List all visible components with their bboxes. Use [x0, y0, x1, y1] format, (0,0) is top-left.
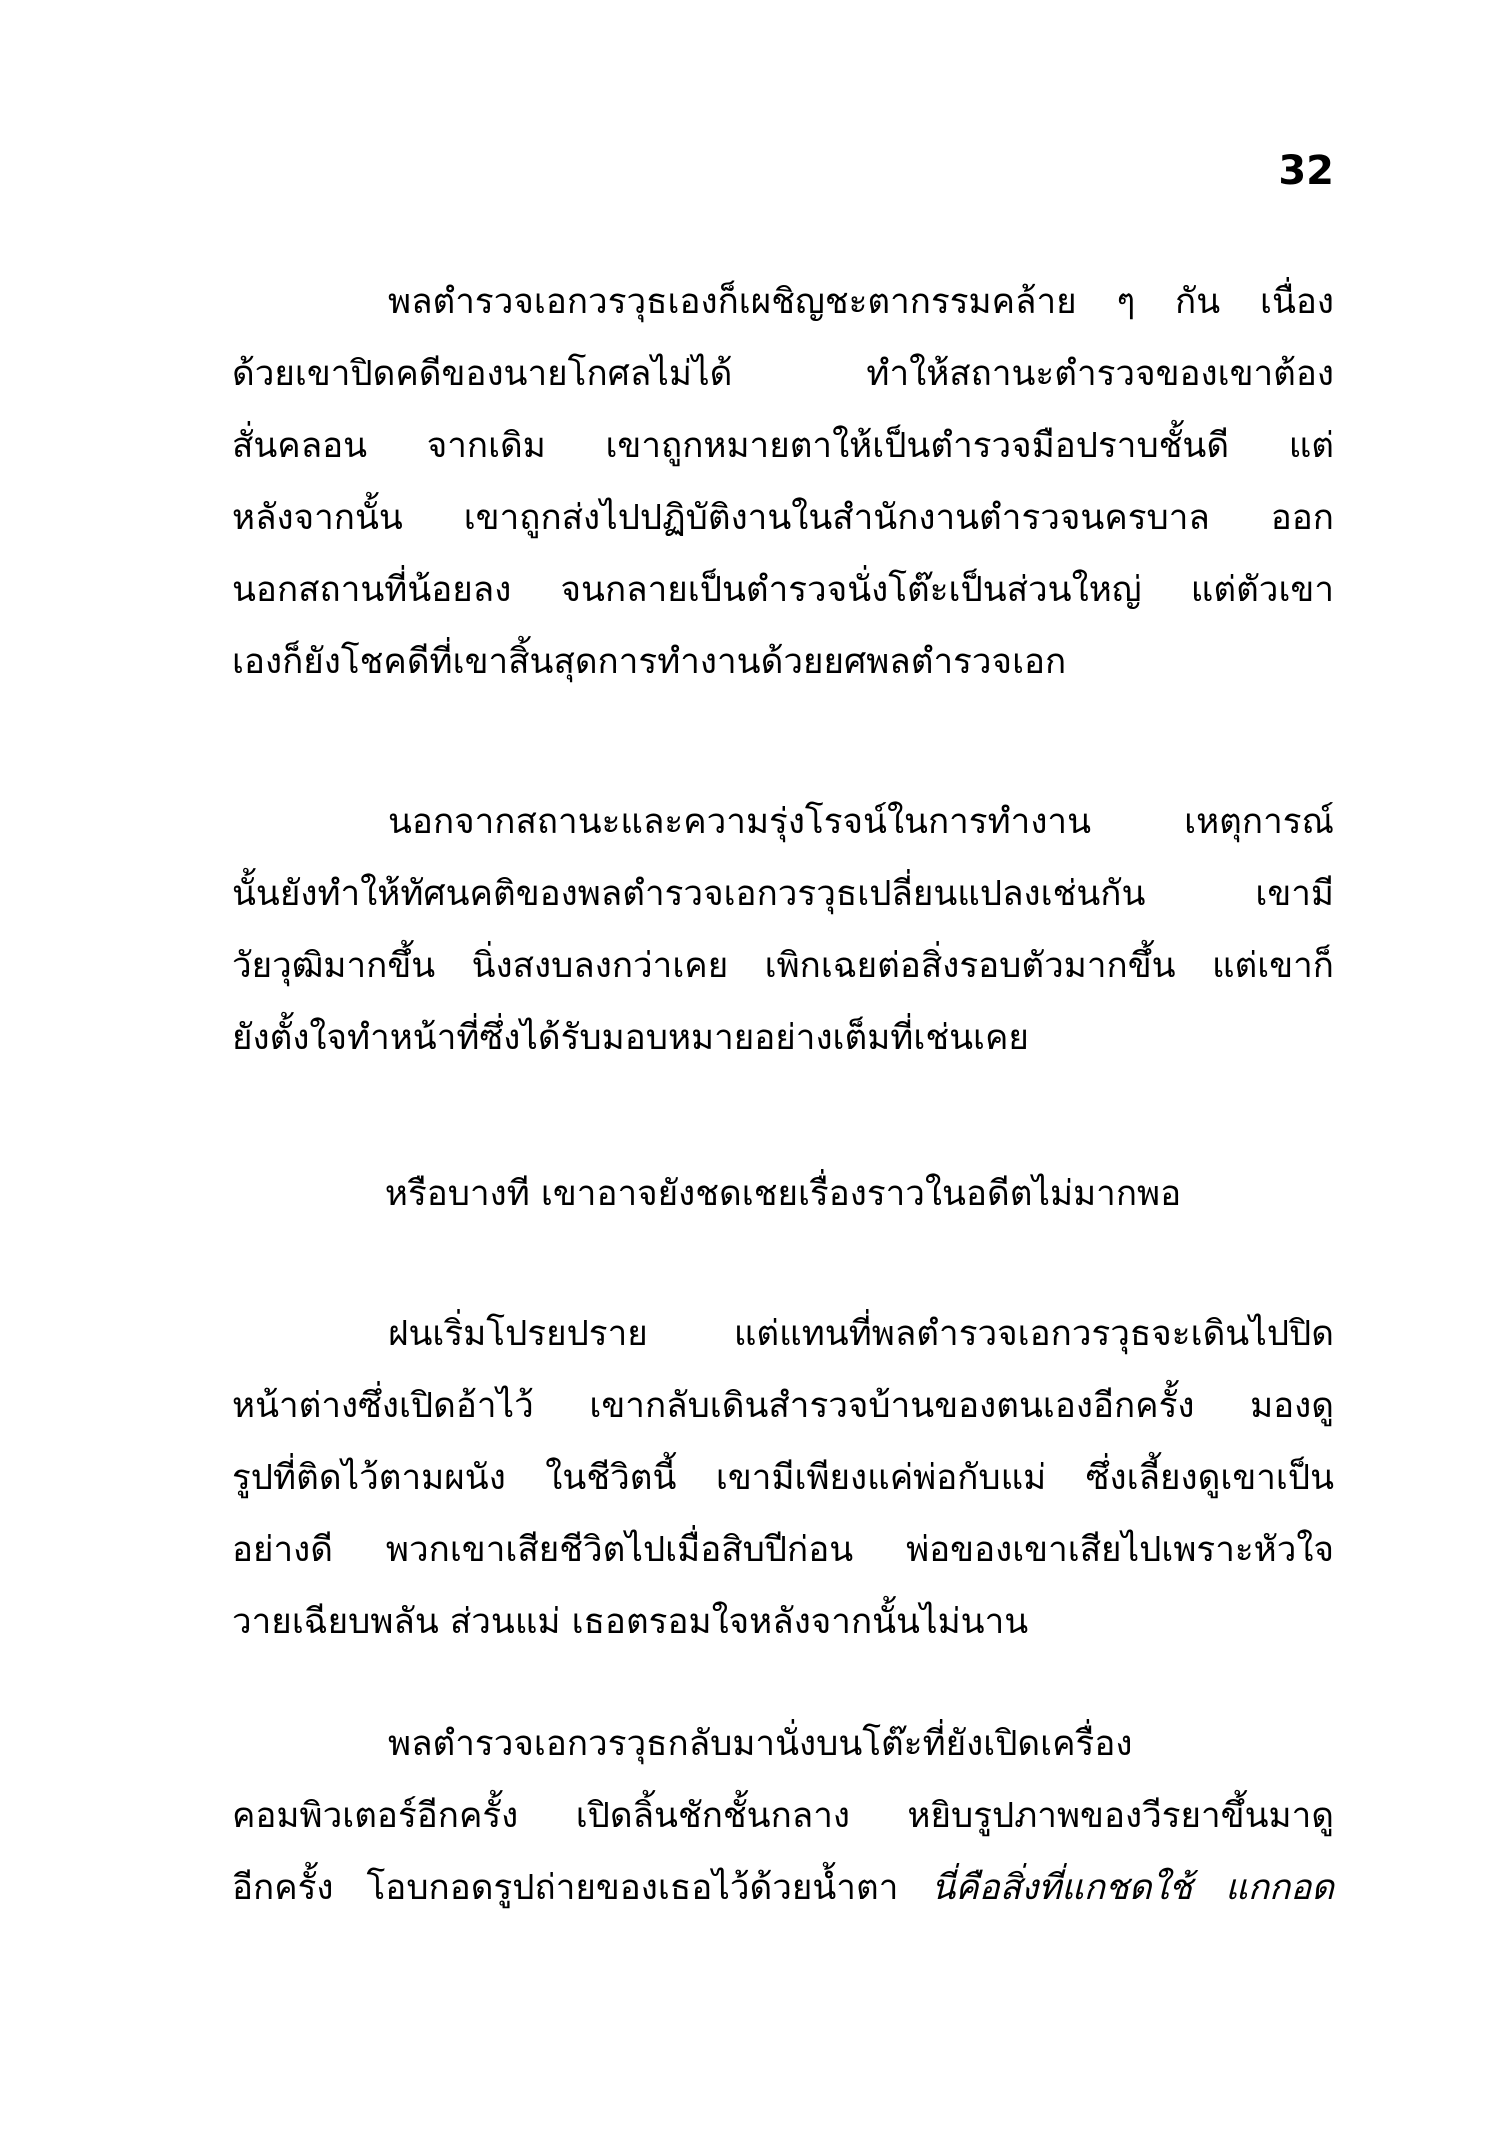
text-line: หรือบางที เขาอาจยังชดเชยเรื่องราวในอดีตไม่มากพอ: [384, 1174, 1182, 1214]
text-line: พลตำรวจเอกวรวุธกลับมานั่งบนโต๊ะที่ยังเปิดเครื่อง: [388, 1724, 1133, 1764]
text-line: หลังจากนั้น เขาถูกส่งไปปฏิบัติงานในสำนักงานตำรวจนครบาล ออก: [232, 498, 1334, 538]
text-line: ฝนเริ่มโปรยปราย แต่แทนที่พลตำรวจเอกวรวุธจะเดินไปปิด: [388, 1314, 1334, 1354]
paragraph-3: [232, 1158, 1334, 1230]
text-line: ด้วยเขาปิดคดีของนายโกศลไม่ได้ ทำให้สถานะตำรวจของเขาต้อง: [232, 354, 1334, 394]
text-line: รูปที่ติดไว้ตามผนัง ในชีวิตนี้ เขามีเพียงแค่พ่อกับแม่ ซึ่งเลี้ยงดูเขาเป็น: [232, 1458, 1334, 1498]
italic-text-segment: นี่คือสิ่งที่แกชดใช้ แกกอด: [931, 1868, 1334, 1908]
paragraph-2: [232, 786, 1334, 1074]
paragraph-5: [232, 1708, 1334, 1924]
text-line: นอกสถานที่น้อยลง จนกลายเป็นตำรวจนั่งโต๊ะเป็นส่วนใหญ่ แต่ตัวเขา: [232, 570, 1334, 610]
text-line: ยังตั้งใจทำหน้าที่ซึ่งได้รับมอบหมายอย่างเต็มที่เช่นเคย: [232, 1018, 1029, 1058]
paragraph-4: [232, 1298, 1334, 1658]
page-number: 32: [1278, 148, 1334, 194]
paragraph-1: [232, 266, 1334, 698]
text-line: วายเฉียบพลัน ส่วนแม่ เธอตรอมใจหลังจากนั้นไม่นาน: [232, 1602, 1029, 1642]
text-line: [232, 1852, 1334, 1924]
text-line: เองก็ยังโชคดีที่เขาสิ้นสุดการทำงานด้วยยศพลตำรวจเอก: [232, 642, 1067, 682]
text-line: พลตำรวจเอกวรวุธเองก็เผชิญชะตากรรมคล้าย ๆ กัน เนื่อง: [388, 282, 1334, 322]
text-line: หน้าต่างซึ่งเปิดอ้าไว้ เขากลับเดินสำรวจบ้านของตนเองอีกครั้ง มองดู: [232, 1386, 1334, 1426]
text-segment: อีกครั้ง โอบกอดรูปถ่ายของเธอไว้ด้วยน้ำตา: [232, 1868, 932, 1908]
text-line: นั้นยังทำให้ทัศนคติของพลตำรวจเอกวรวุธเปลี่ยนแปลงเช่นกัน เขามี: [232, 874, 1334, 914]
text-line: นอกจากสถานะและความรุ่งโรจน์ในการทำงาน เหตุการณ์: [388, 802, 1334, 842]
text-line: อย่างดี พวกเขาเสียชีวิตไปเมื่อสิบปีก่อน พ่อของเขาเสียไปเพราะหัวใจ: [232, 1530, 1334, 1570]
text-line: คอมพิวเตอร์อีกครั้ง เปิดลิ้นชักชั้นกลาง หยิบรูปภาพของวีรยาขึ้นมาดู: [232, 1796, 1334, 1836]
text-line: วัยวุฒิมากขึ้น นิ่งสงบลงกว่าเคย เพิกเฉยต่อสิ่งรอบตัวมากขึ้น แต่เขาก็: [232, 946, 1334, 986]
text-line: สั่นคลอน จากเดิม เขาถูกหมายตาให้เป็นตำรวจมือปราบชั้นดี แต่: [232, 426, 1334, 466]
